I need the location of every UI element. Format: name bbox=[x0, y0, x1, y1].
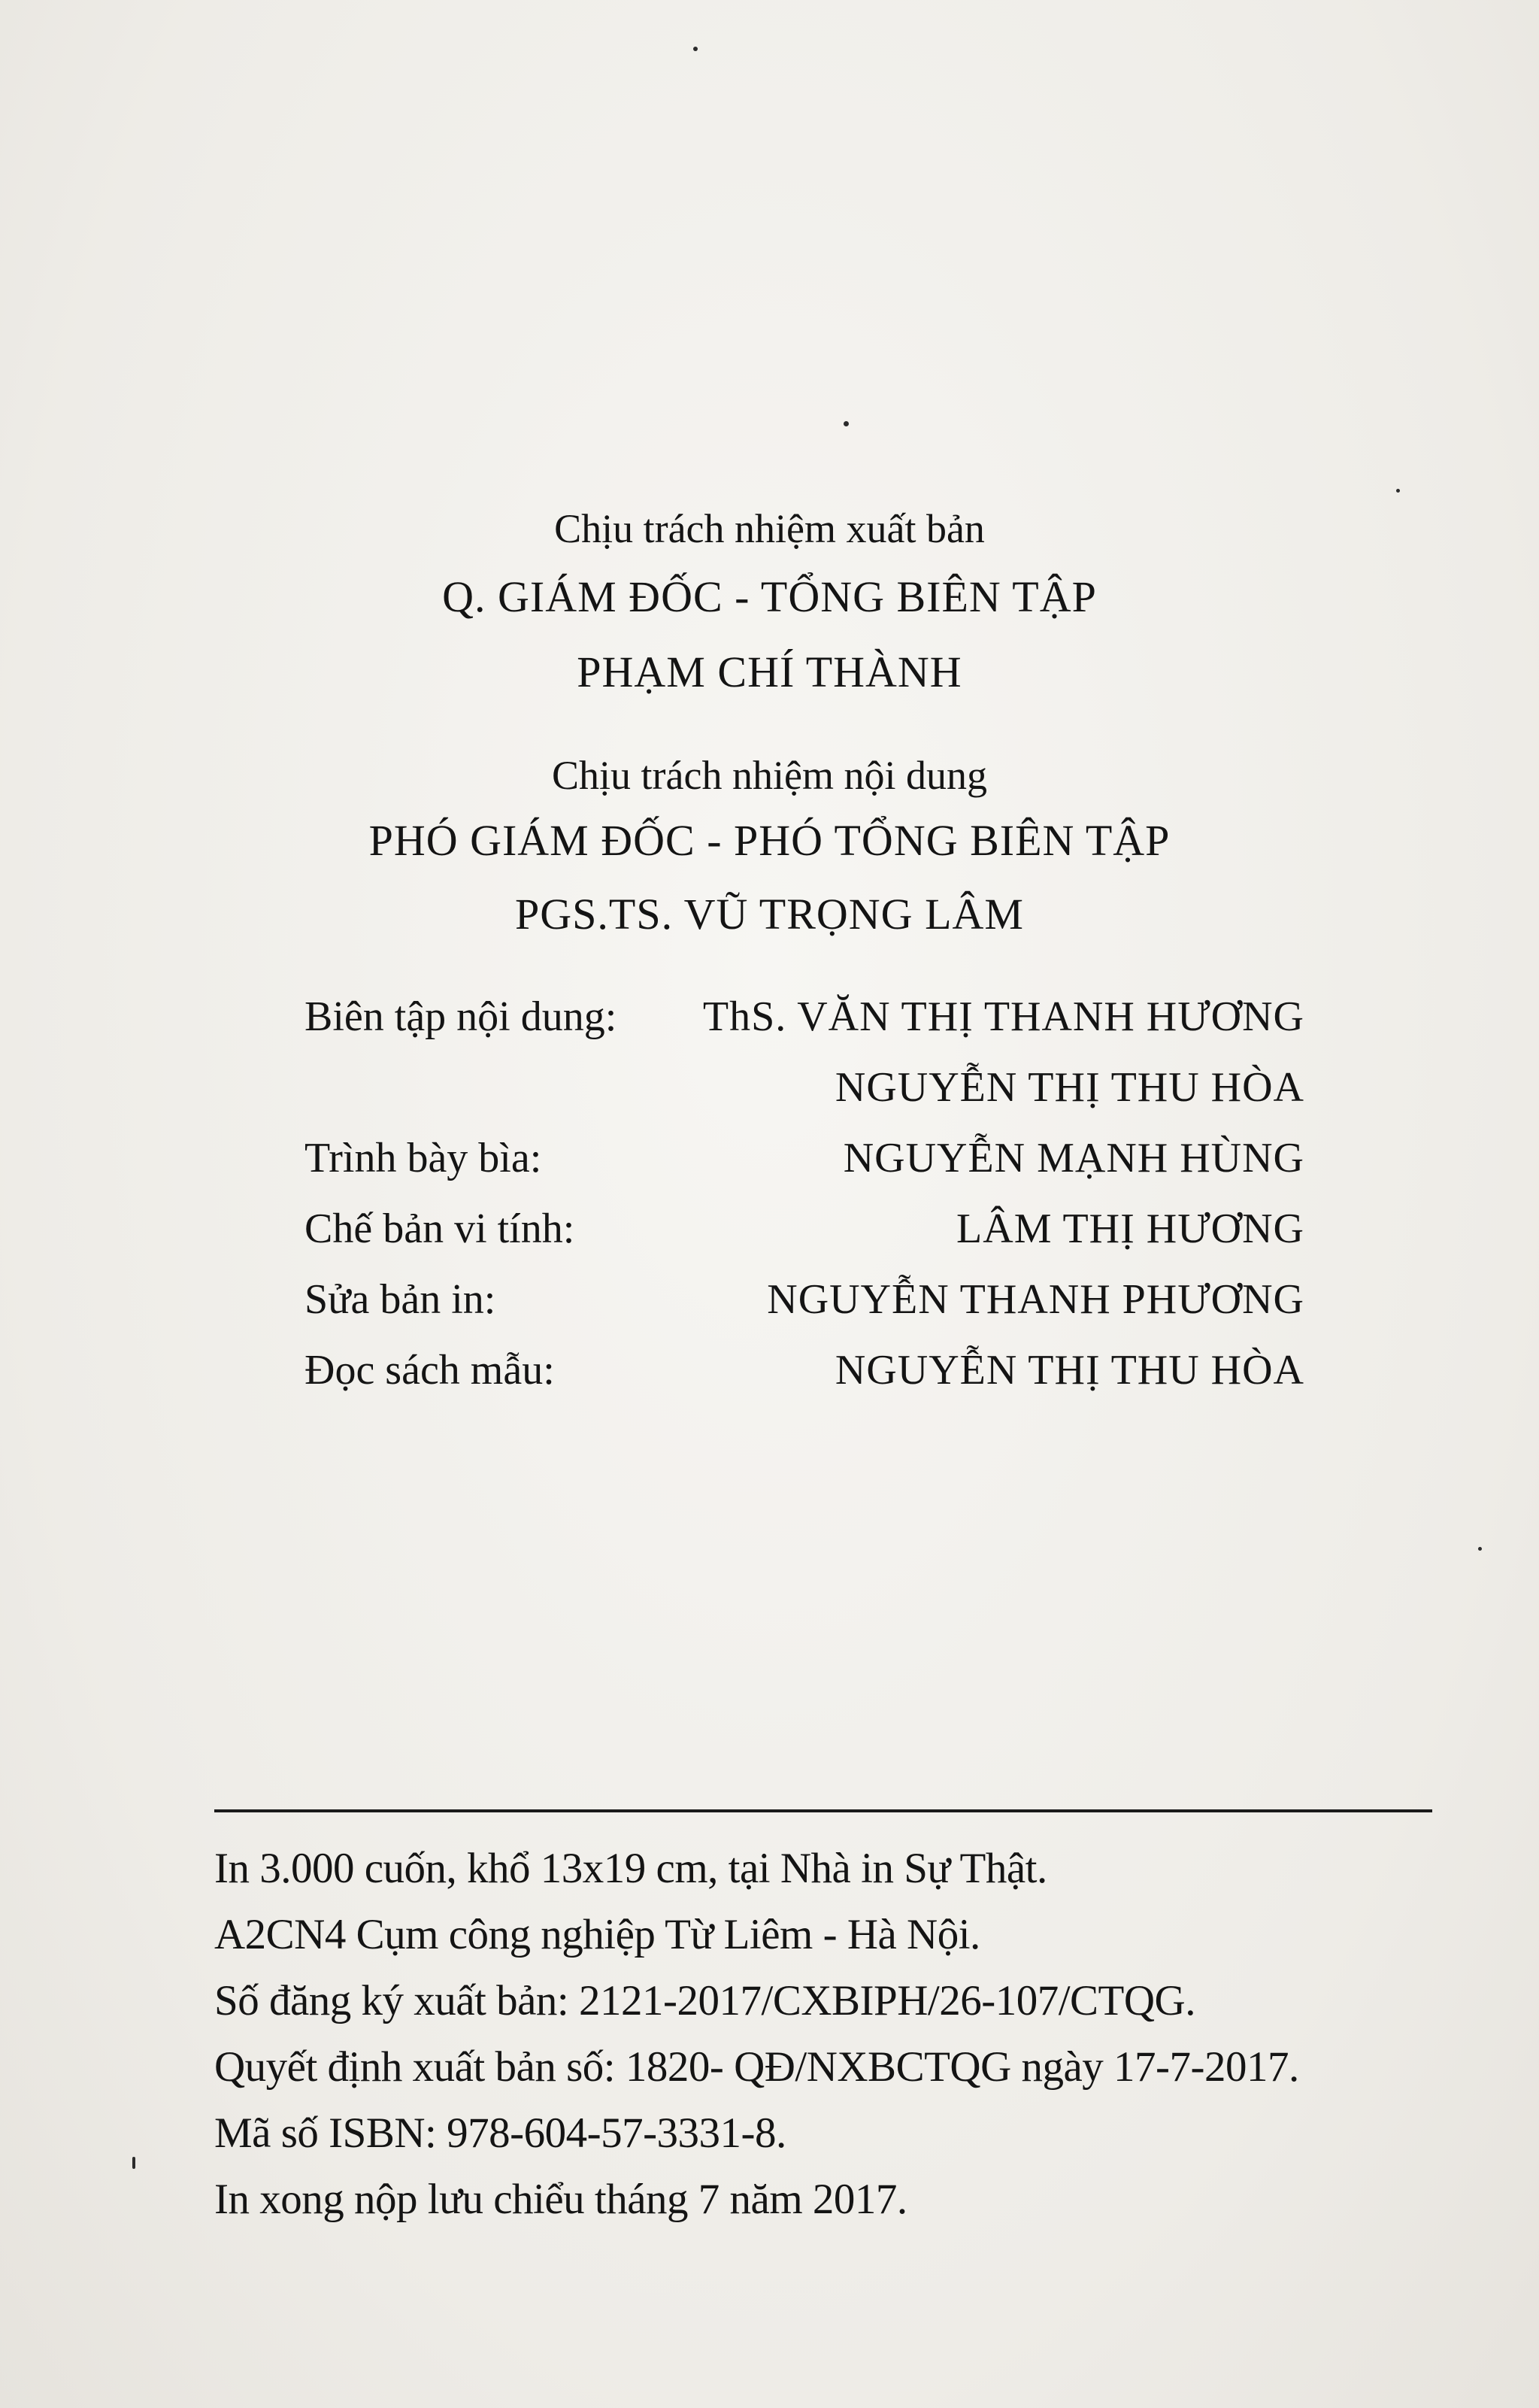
printing-info-line: In xong nộp lưu chiểu tháng 7 năm 2017. bbox=[214, 2176, 907, 2223]
credit-row-cover-design bbox=[304, 1134, 1304, 1194]
printing-info-line: Số đăng ký xuất bản: 2121-2017/CXBIPH/26-107/CTQG. bbox=[214, 1977, 1195, 2024]
credit-row-proofreading bbox=[304, 1275, 1304, 1336]
credit-role: Chế bản vi tính: bbox=[304, 1206, 575, 1252]
printing-info-line: In 3.000 cuốn, khổ 13x19 cm, tại Nhà in Sự Thật. bbox=[214, 1845, 1047, 1892]
credit-person: ThS. VĂN THỊ THANH HƯƠNG bbox=[702, 993, 1304, 1040]
publishing-responsibility-name: PHẠM CHÍ THÀNH bbox=[577, 647, 962, 696]
printing-info-line: Mã số ISBN: 978-604-57-3331-8. bbox=[214, 2109, 786, 2157]
scan-speck bbox=[693, 47, 698, 51]
credit-person: LÂM THỊ HƯƠNG bbox=[956, 1206, 1304, 1252]
scan-speck bbox=[132, 2157, 135, 2169]
printing-info-line: A2CN4 Cụm công nghiệp Từ Liêm - Hà Nội. bbox=[214, 1911, 980, 1958]
scan-speck bbox=[1396, 489, 1400, 493]
content-responsibility-name: PGS.TS. VŨ TRỌNG LÂM bbox=[515, 890, 1024, 939]
credit-row-sample-reading bbox=[304, 1346, 1304, 1406]
section-divider bbox=[214, 1809, 1432, 1812]
credit-row-content-editor-2 bbox=[304, 1063, 1304, 1124]
publishing-responsibility-label: Chịu trách nhiệm xuất bản bbox=[554, 506, 985, 551]
credit-role: Biên tập nội dung: bbox=[304, 993, 617, 1040]
content-responsibility-title: PHÓ GIÁM ĐỐC - PHÓ TỔNG BIÊN TẬP bbox=[368, 816, 1171, 865]
credit-row-typesetting bbox=[304, 1205, 1304, 1265]
credit-person: NGUYỄN THANH PHƯƠNG bbox=[767, 1276, 1304, 1323]
credit-role: Trình bày bìa: bbox=[304, 1135, 542, 1181]
credit-person: NGUYỄN THỊ THU HÒA bbox=[835, 1064, 1304, 1111]
printing-info-line: Quyết định xuất bản số: 1820- QĐ/NXBCTQG ngày 17-7-2017. bbox=[214, 2043, 1299, 2091]
credit-person: NGUYỄN MẠNH HÙNG bbox=[843, 1135, 1304, 1181]
scan-speck bbox=[1478, 1547, 1482, 1551]
credit-row-content-editor bbox=[304, 993, 1304, 1053]
content-responsibility-label: Chịu trách nhiệm nội dung bbox=[552, 753, 987, 798]
credit-role: Sửa bản in: bbox=[304, 1276, 496, 1323]
credit-role: Đọc sách mẫu: bbox=[304, 1347, 555, 1394]
credit-person: NGUYỄN THỊ THU HÒA bbox=[835, 1347, 1304, 1394]
publishing-responsibility-title: Q. GIÁM ĐỐC - TỔNG BIÊN TẬP bbox=[442, 572, 1097, 621]
scan-speck bbox=[844, 421, 849, 426]
